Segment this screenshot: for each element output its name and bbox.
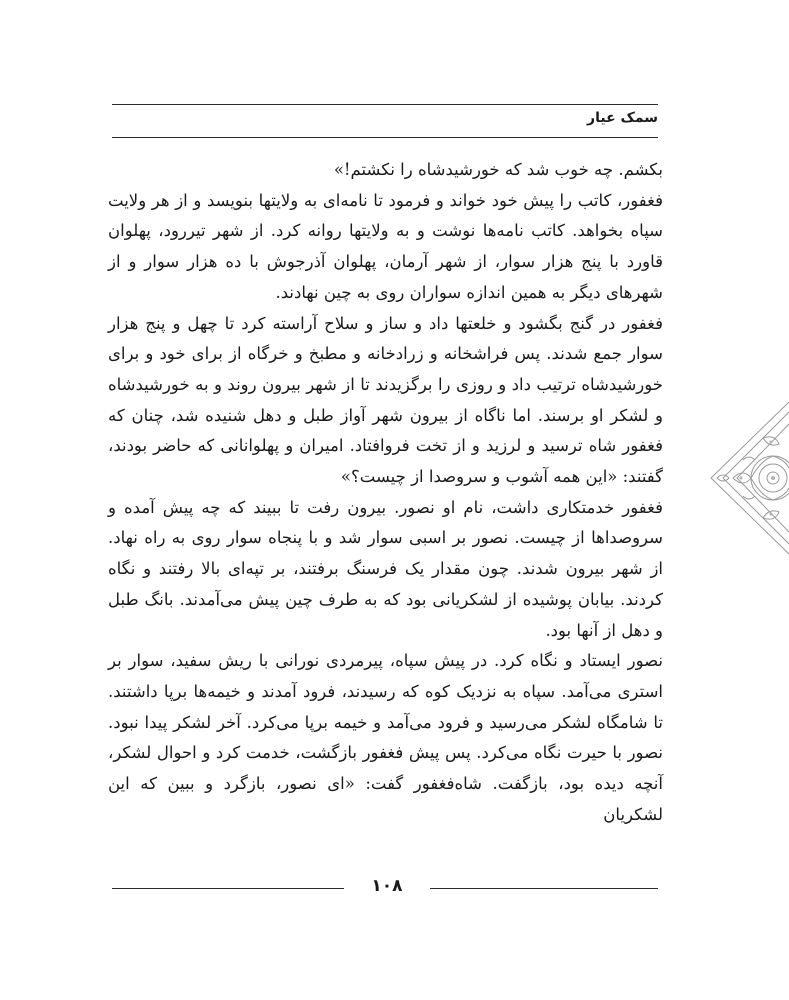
header-bottom-rule: [112, 137, 658, 138]
footer-right-rule: [430, 888, 658, 889]
arabesque-ornament-icon: [703, 398, 789, 558]
paragraph: فغفور خدمتکاری داشت، نام او نصور. بیرون رفت تا ببیند که چه پیش آمده و سروصداها از چیست. نصور بر اسبی سوار شد و با پنجاه سوار روی به راه نهاد. از شهر بیرون شدند. چون مقدار یک فرسنگ برفتند، بر تپه‌ای بالا رفتند و نگاه کردند. بیابان پوشیده از لشکریانی بود که به طرف چین پیش می‌آمدند. بانگ طبل و دهل از آنها بود.: [108, 497, 663, 640]
paragraph: نصور ایستاد و نگاه کرد. در پیش سپاه، پیرمردی نورانی با ریش سفید، سوار بر استری می‌آمد. سپاه به نزدیک کوه که رسیدند، فرود آمدند و خیمه‌ها برپا داشتند. تا شامگاه لشکر می‌رسید و فرود می‌آمد و خیمه برپا می‌کرد. آخر لشکر پیدا نبود. نصور با حیرت نگاه می‌کرد. پس پیش فغفور بازگشت، خدمت کرد و احوال لشکر، آنچه دیده بود، بازگفت. شاه‌فغفور گفت: «ای نصور، بازگرد و ببین که این لشکریان: [108, 651, 663, 824]
paragraph: فغفور، کاتب را پیش خود خواند و فرمود تا نامه‌ای به ولایتها بنویسد و از هر ولایت سپاه بخواهد. کاتب نامه‌ها نوشت و به ولایتها روانه کرد. از شهر تیررود، پهلوان قاورد با پنج هزار سوار، از شهر آرمان، پهلوان آذرجوش با ده هزار سوار و از شهرهای دیگر به همین اندازه سواران روی به چین نهادند.: [108, 190, 663, 302]
paragraph: بکشم. چه خوب شد که خورشیدشاه را نکشتم!»: [333, 160, 663, 179]
page-number: ۱۰۸: [371, 876, 403, 896]
paragraph: فغفور در گنج بگشود و خلعتها داد و ساز و سلاح آراسته کرد تا چهل و پنج هزار سوار جمع شدند. پس فراشخانه و زرادخانه و مطبخ و خرگاه از برای خود و برای خورشیدشاه ترتیب داد و روزی را برگزیدند تا از شهر بیرون روند و به خورشیدشاه و لشکر او برسند. اما ناگاه از بیرون شهر آواز طبل و دهل شنیده شد، چنان که فغفور شاه ترسید و لرزید و از تخت فروافتاد. امیران و پهلوانانی که حاضر بودند، گفتند: «این همه آشوب و سروصدا از چیست؟»: [108, 313, 663, 487]
header-top-rule: [112, 104, 658, 105]
footer-left-rule: [112, 888, 344, 889]
body-text: [108, 155, 663, 830]
running-title: سمک عیار: [587, 110, 658, 126]
